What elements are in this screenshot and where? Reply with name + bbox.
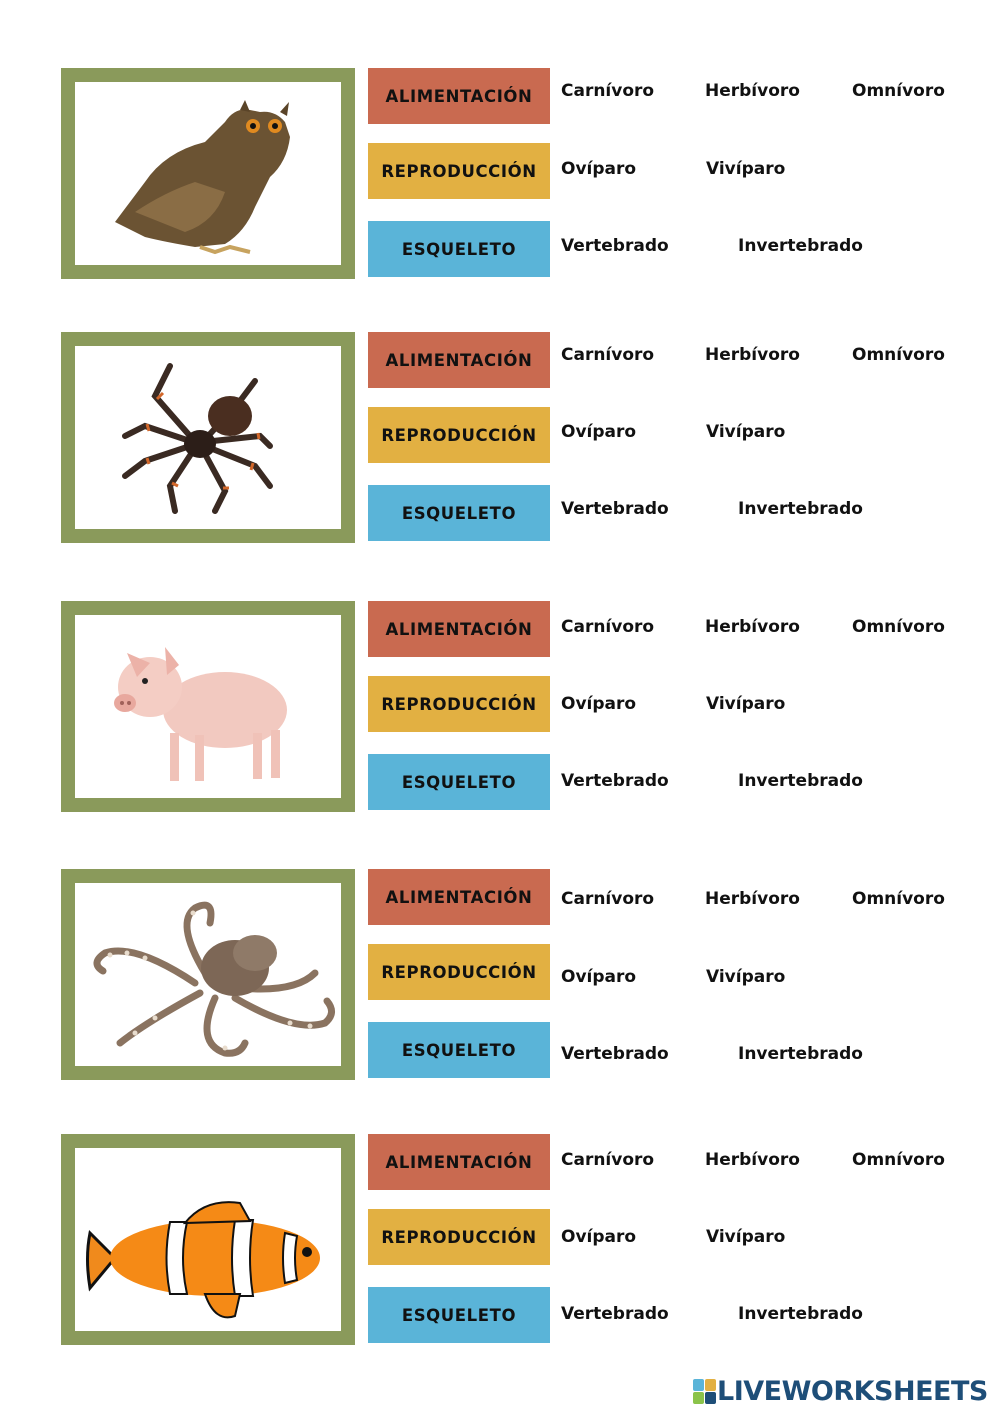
option-oviparous[interactable]: Ovíparo [561,159,637,179]
option-invertebrate[interactable]: Invertebrado [738,1044,863,1064]
option-vertebrate[interactable]: Vertebrado [561,499,669,519]
animal-card-pig [61,601,355,812]
option-herbivore[interactable]: Herbívoro [705,889,800,909]
option-invertebrate[interactable]: Invertebrado [738,236,863,256]
liveworksheets-logo-icon [693,1379,715,1403]
option-invertebrate[interactable]: Invertebrado [738,499,863,519]
option-viviparous[interactable]: Vivíparo [706,422,786,442]
option-omnivore[interactable]: Omnívoro [852,889,945,909]
category-label-food: ALIMENTACIÓN [368,68,550,124]
category-label-reproduction: REPRODUCCIÓN [368,143,550,199]
option-vertebrate[interactable]: Vertebrado [561,1304,669,1324]
option-vertebrate[interactable]: Vertebrado [561,1044,669,1064]
option-viviparous[interactable]: Vivíparo [706,159,786,179]
category-label-skeleton: ESQUELETO [368,1287,550,1343]
category-label-skeleton: ESQUELETO [368,221,550,277]
category-label-food: ALIMENTACIÓN [368,332,550,388]
option-vertebrate[interactable]: Vertebrado [561,236,669,256]
option-carnivore[interactable]: Carnívoro [561,345,655,365]
category-label-food: ALIMENTACIÓN [368,601,550,657]
option-omnivore[interactable]: Omnívoro [852,345,945,365]
option-herbivore[interactable]: Herbívoro [705,345,800,365]
option-carnivore[interactable]: Carnívoro [561,81,655,101]
option-carnivore[interactable]: Carnívoro [561,889,655,909]
clownfish-image [75,1148,341,1331]
category-label-reproduction: REPRODUCCIÓN [368,676,550,732]
option-oviparous[interactable]: Ovíparo [561,967,637,987]
animal-card-octopus [61,869,355,1080]
category-label-reproduction: REPRODUCCIÓN [368,407,550,463]
option-vertebrate[interactable]: Vertebrado [561,771,669,791]
option-viviparous[interactable]: Vivíparo [706,967,786,987]
option-omnivore[interactable]: Omnívoro [852,1150,945,1170]
category-label-skeleton: ESQUELETO [368,1022,550,1078]
category-label-reproduction: REPRODUCCIÓN [368,1209,550,1265]
option-viviparous[interactable]: Vivíparo [706,1227,786,1247]
category-label-skeleton: ESQUELETO [368,754,550,810]
animal-card-owl [61,68,355,279]
option-invertebrate[interactable]: Invertebrado [738,771,863,791]
animal-card-tarantula [61,332,355,543]
option-oviparous[interactable]: Ovíparo [561,694,637,714]
option-invertebrate[interactable]: Invertebrado [738,1304,863,1324]
liveworksheets-brand: LIVEWORKSHEETS [717,1375,988,1407]
animal-card-clownfish [61,1134,355,1345]
option-omnivore[interactable]: Omnívoro [852,617,945,637]
option-herbivore[interactable]: Herbívoro [705,1150,800,1170]
octopus-image [75,883,341,1066]
liveworksheets-logo[interactable] [693,1374,988,1408]
option-omnivore[interactable]: Omnívoro [852,81,945,101]
category-label-skeleton: ESQUELETO [368,485,550,541]
option-oviparous[interactable]: Ovíparo [561,1227,637,1247]
tarantula-image [75,346,341,529]
option-oviparous[interactable]: Ovíparo [561,422,637,442]
option-carnivore[interactable]: Carnívoro [561,1150,655,1170]
category-label-food: ALIMENTACIÓN [368,1134,550,1190]
owl-image [75,82,341,265]
category-label-food: ALIMENTACIÓN [368,869,550,925]
pig-image [75,615,341,798]
category-label-reproduction: REPRODUCCIÓN [368,944,550,1000]
option-viviparous[interactable]: Vivíparo [706,694,786,714]
option-carnivore[interactable]: Carnívoro [561,617,655,637]
option-herbivore[interactable]: Herbívoro [705,81,800,101]
option-herbivore[interactable]: Herbívoro [705,617,800,637]
